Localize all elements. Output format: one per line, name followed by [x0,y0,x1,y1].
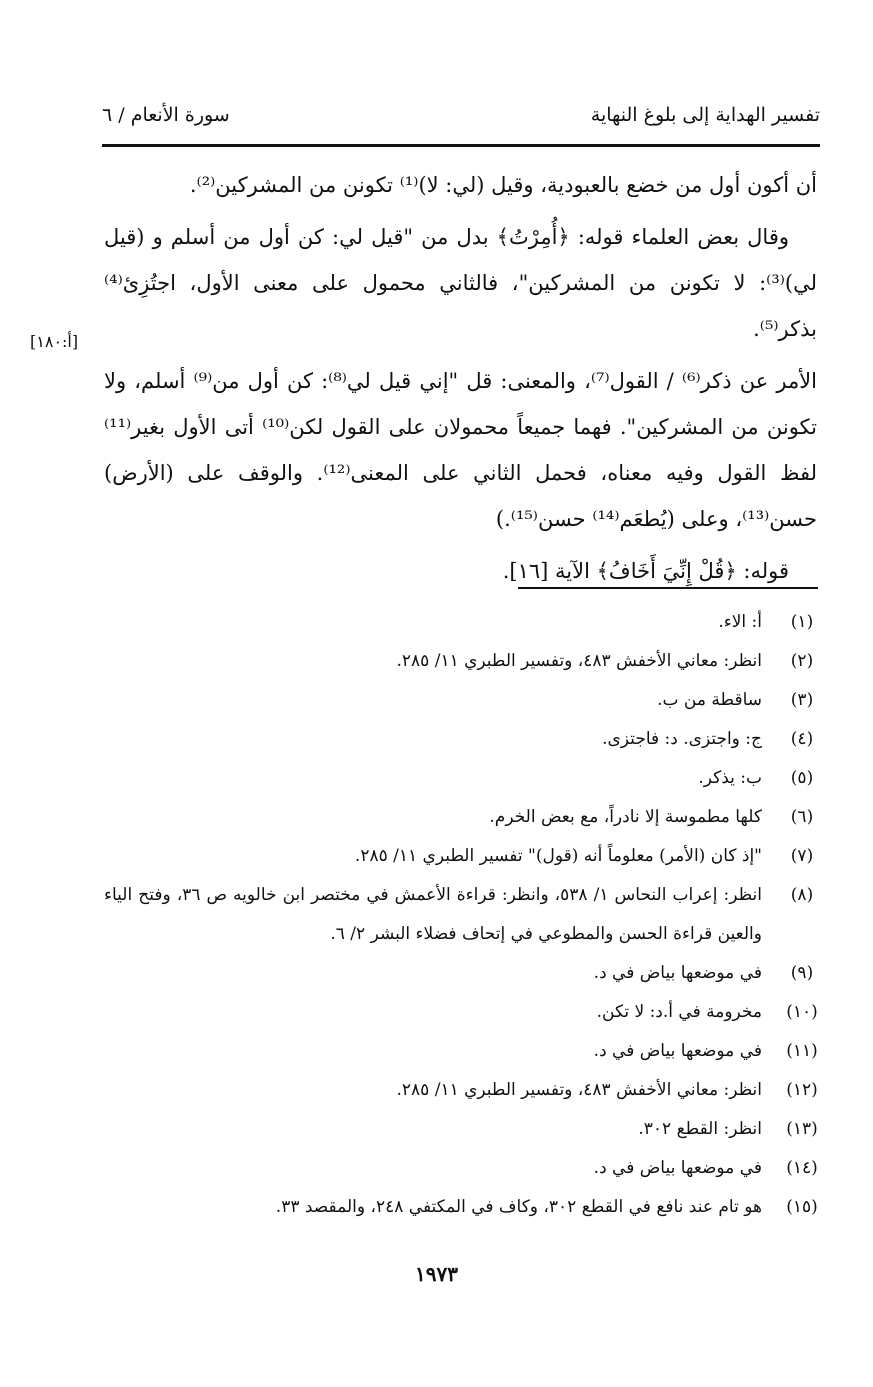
footnote-text: "إذ كان (الأمر) معلوماً أنه (قول)" تفسير الطبري ١١/ ٢٨٥. [354,846,762,866]
paragraph-1: أن أكون أول من خضع بالعبودية، وقيل (لي: لا)⁽¹⁾ تكونن من المشركين⁽²⁾. [189,173,817,197]
footnote-separator [518,587,818,589]
footnote [104,759,822,798]
footnote [104,1149,822,1188]
footnote [104,603,822,642]
paragraph-3: الأمر عن ذكر⁽⁶⁾ / القول⁽⁷⁾، والمعنى: قل "إني قيل لي⁽⁸⁾: كن أول من⁽⁹⁾ أسلم، ولا تكونن من المشركين". فهما جميعاً محمولان على القول لكن⁽¹⁰⁾ أتى الأول بغير⁽¹¹⁾ لفظ القول وفيه معناه، فحمل الثاني على المعنى⁽¹²⁾. والوقف على (الأرض) حسن⁽¹³⁾، وعلى (يُطعَم⁽¹⁴⁾ حسن⁽¹⁵⁾.) [104,369,817,531]
footnote-text: هو تام عند نافع في القطع ٣٠٢، وكاف في المكتفي ٢٤٨، والمقصد ٣٣. [275,1197,762,1217]
paragraph-2: وقال بعض العلماء قوله: ﴿أُمِرْتُ﴾ بدل من "قيل لي: كن أول من أسلم و (قيل لي)⁽³⁾: لا تكونن من المشركين"، فالثاني محمول على معنى الأول، اجتُزِئ⁽⁴⁾ بذكر⁽⁵⁾. [104,225,817,341]
footnote-number: (٣) [790,690,814,710]
footnote [104,798,822,837]
manuscript-folio-note: [أ:١٨٠] [30,332,79,351]
footnote-text: ج: واجتزى. د: فاجتزى. [602,729,762,749]
footnote-text: ساقطة من ب. [657,690,762,710]
page-header [102,104,820,132]
footnote-text: في موضعها بياض في د. [593,963,762,983]
running-title: تفسير الهداية إلى بلوغ النهاية [590,104,820,126]
footnote-text: انظر: القطع ٣٠٢. [638,1119,762,1139]
footnote [104,993,822,1032]
footnote-text: انظر: معاني الأخفش ٤٨٣، وتفسير الطبري ١١/ ٢٨٥. [396,651,762,671]
footnote-text: في موضعها بياض في د. [593,1158,762,1178]
footnote-text: أ: الاء. [718,612,762,632]
footnote-number: (١٣) [786,1119,818,1139]
footnote-text: في موضعها بياض في د. [593,1041,762,1061]
footnote [104,1071,822,1110]
footnote-number: (١١) [786,1041,818,1061]
footnote-number: (٦) [790,807,814,827]
header-rule [102,144,820,147]
footnote-text: كلها مطموسة إلا نادراً، مع بعض الخرم. [489,807,762,827]
footnote-number: (١٢) [786,1080,818,1100]
footnote-number: (١) [790,612,814,632]
footnote-number: (٤) [790,729,814,749]
footnote-number: (١٥) [786,1197,818,1217]
footnote-number: (٧) [790,846,814,866]
footnote-number: (١٠) [786,1002,818,1022]
footnote-text: انظر: معاني الأخفش ٤٨٣، وتفسير الطبري ١١/ ٢٨٥. [396,1080,762,1100]
footnote-text: مخرومة في أ.د: لا تكن. [596,1002,762,1022]
footnote-number: (١٤) [786,1158,818,1178]
footnote [104,1032,822,1071]
surah-label: سورة الأنعام / ٦ [102,104,230,126]
page-number: ١٩٧٣ [415,1262,458,1286]
footnote [104,837,822,876]
footnote-number: (٨) [790,885,814,905]
footnote [104,876,822,954]
footnote-number: (٥) [790,768,814,788]
footnote [104,642,822,681]
footnote [104,1188,822,1227]
footnotes [104,603,822,1227]
footnote-text: انظر: إعراب النحاس ١/ ٥٣٨، وانظر: قراءة الأعمش في مختصر ابن خالويه ص ٣٦، وفتح الياء والعين قراءة الحسن والمطوعي في إتحاف فضلاء البشر ٢/ ٦. [104,885,762,944]
footnote-number: (٩) [790,963,814,983]
footnote [104,954,822,993]
paragraph-4: قوله: ﴿قُلْ إِنِّيَ أَخَافُ﴾ الآية [١٦]. [502,559,789,583]
footnote [104,720,822,759]
main-text [104,162,817,600]
footnote [104,1110,822,1149]
footnote-text: ب: يذكر. [698,768,762,788]
footnote-number: (٢) [790,651,814,671]
footnote [104,681,822,720]
